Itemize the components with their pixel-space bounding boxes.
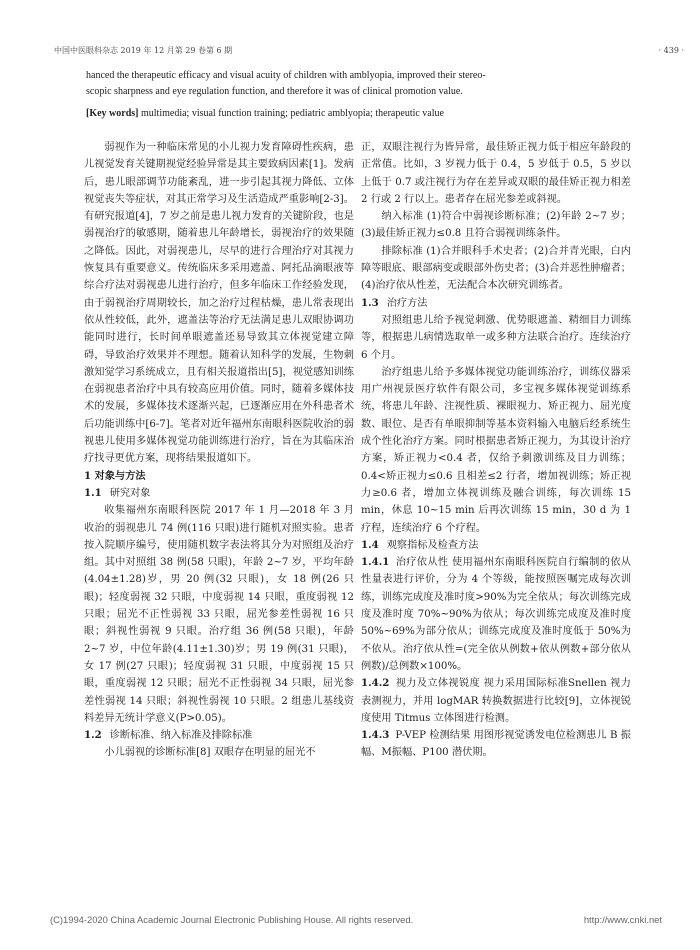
keywords <box>86 106 626 122</box>
intro-paragraph: 弱视作为一种临床常见的小儿视力发育障碍性疾病，患儿视觉发育关键期视觉经验异常是其主要致病因素[1]。发病后，患儿眼部调节功能紊乱，进一步引起其视力降低、立体视觉丧失等症状，对其正常学习及生活造成严重影响[2-3]。有研究报道[4]，7 岁之前是患儿视力发育的关键阶段，也是弱视治疗的敏感期，随着患儿年龄增长，弱视治疗的效果随之降低。因此，对弱视患儿，尽早的进行合理治疗对其视力恢复具有重要意义。传统临床多采用遮盖、阿托品滴眼液等综合疗法对弱视患儿进行治疗，但多年临床工作经验发现，由于弱视治疗周期较长，加之治疗过程枯燥，患儿常表现出依从性较低，此外，遮盖法等治疗无法满足患儿双眼协调功能同时进行，长时间单眼遮盖还易导致其立体视觉建立障碍，导致治疗效果并不理想。随着认知科学的发展，生物刺激知觉学习系统成立，且有相关报道指出[5]，视觉感知训练在弱视患者治疗中具有较高应用价值。同时，随着多媒体技术的发展，多媒体技术逐渐兴起，已逐渐应用在外科患者术后功能训练中[6-7]。笔者对近年福州东南眼科医院收治的弱视患儿使用多媒体视觉功能训练进行治疗，旨在为其临床治疗找寻更优方案，现将结果报道如下。 <box>84 142 354 465</box>
subsection-1-3-title: 治疗方法 <box>386 297 428 309</box>
subsection-1-4-2-number: 1.4.2 <box>361 677 390 690</box>
subsection-1-1-title: 研究对象 <box>109 487 151 499</box>
subsection-1-4-3-text: P-VEP 检测结果 用图形视觉诱发电位检测患儿 B 振幅、M振幅、P100 潜伏期。 <box>361 730 631 759</box>
subsection-1-1-heading <box>84 485 354 502</box>
cnki-link[interactable]: http://www.cnki.net <box>583 914 662 925</box>
keywords-label: [Key words] <box>86 108 139 119</box>
english-abstract-tail <box>86 68 626 122</box>
inclusion-criteria: 纳入标准 (1)符合中弱视诊断标准；(2)年龄 2~7 岁；(3)最佳矫正视力≤0.8 且符合弱视训练条件。 <box>361 211 631 240</box>
subsection-1-4-heading <box>361 537 631 554</box>
subsection-1-3-heading <box>361 295 631 312</box>
subsection-1-4-3-number: 1.4.3 <box>361 729 390 742</box>
subsection-1-4-2 <box>361 675 631 727</box>
subsection-1-4-2-text: 视力及立体视锐度 视力采用国际标准Snellen 视力表测视力，并用 logMAR 转换数据进行比较[9]，立体视锐度使用 Titmus 立体图进行检测。 <box>361 678 631 724</box>
subsection-1-2-text: 小儿弱视的诊断标准[8] 双眼存在明显的屈光不 <box>104 747 316 759</box>
subsection-1-2-heading <box>84 727 354 744</box>
diagnosis-continuation: 正，双眼注视行为皆异常，最佳矫正视力低于相应年龄段的正常值。比如，3 岁视力低于 0.4，5 岁低于 0.5，5 岁以上低于 0.7 或注视行为存在差异或双眼的最佳矫正视力相差 2 行或 2 行以上。患者存在屈光参差或斜视。 <box>361 142 631 205</box>
subsection-1-2-title: 诊断标准、纳入标准及排除标准 <box>109 730 253 742</box>
subsection-1-4-1 <box>361 554 631 675</box>
subsection-1-1-text: 收集福州东南眼科医院 2017 年 1 月—2018 年 3 月收治的弱视患儿 74 例(116 只眼)进行随机对照实验。患者按入院顺序编号，使用随机数字表法将其分为对照组及治疗组。其中对照组 38 例(58 只眼)，年龄 2~7 岁，平均年龄 (4.04±1.28)岁，男 20 例(32 只眼)，女 18 例(26 只眼)；轻度弱视 32 只眼，中度弱视 14 只眼，重度弱视 12 只眼；屈光不正性弱视 33 只眼，屈光参差性弱视 16 只眼；斜视性弱视 9 只眼。治疗组 36 例(58 只眼)，年龄 2~7 岁，中位年龄(4.11±1.30)岁；男 19 例(31 只眼)，女 17 例(27 只眼)；轻度弱视 31 只眼，中度弱视 15 只眼，重度弱视 12 只眼；屈光不正性弱视 34 只眼，屈光参差性弱视 14 只眼；斜视性弱视 10 只眼。2 组患儿基线资料差异无统计学意义(P>0.05)。 <box>84 505 354 724</box>
abstract-line-2: scopic sharpness and eye regulation function, and therefore it was of clinical promotion value. <box>86 86 463 97</box>
keywords-text: multimedia; visual function training; pediatric amblyopia; therapeutic value <box>138 108 444 119</box>
exclusion-criteria: 排除标准 (1)合并眼科手术史者；(2)合并青光眼，白内障等眼底、眼部病变或眼部外伤史者；(3)合并恶性肿瘤者；(4)治疗依从性差，无法配合本次研究训练者。 <box>361 245 631 292</box>
subsection-1-3-number: 1.3 <box>361 296 379 309</box>
subsection-1-4-1-number: 1.4.1 <box>361 556 390 569</box>
subsection-1-1-number: 1.1 <box>84 486 102 499</box>
right-column <box>361 139 631 762</box>
subsection-1-4-3 <box>361 727 631 762</box>
abstract-line-1: hanced the therapeutic efficacy and visual acuity of children with amblyopia, improved their stereo- <box>86 70 486 81</box>
page-number: · 439 · <box>658 46 684 55</box>
subsection-1-2-number: 1.2 <box>84 729 102 742</box>
copyright-notice: (C)1994-2020 China Academic Journal Electronic Publishing House. All rights reserved. <box>50 914 414 925</box>
treatment-group-method: 治疗组患儿给予多媒体视觉功能训练治疗，训练仪器采用广州视景医疗软件有限公司，多宝视多媒体视觉训练系统，将患儿年龄、注视性质、裸眼视力、矫正视力、屈光度数、眼位、是否有单眼抑制等基本资料输入电脑后经系统生成个性化治疗方案。同时根据患者矫正视力，为其设计治疗方案，矫正视力<0.4 者，仅给予刺激训练及目力训练；0.4<矫正视力≤0.6 且相差≤2 行者，增加视训练；矫正视力≥0.6 者，增加立体视训练及融合训练，每次训练 15 min，休息 10~15 min 后再次训练 15 min，30 d 为 1 疗程，连续治疗 6 个疗程。 <box>361 366 631 534</box>
journal-title: 中国中医眼科杂志 2019 年 12 月第 29 卷第 6 期 <box>54 46 233 55</box>
subsection-1-4-title: 观察指标及检查方法 <box>386 539 479 551</box>
section-1-title: 1 对象与方法 <box>84 469 146 482</box>
subsection-1-4-1-text: 治疗依从性 使用福州东南眼科医院自行编制的依从性量表进行评价，分为 4 个等级，能按照医嘱完成每次训练，训练完成度及准时度>90%为完全依从；每次训练完成度及准时度 70%~90%为依从；每次训练完成度及准时度 50%~69%为部分依从；训练完成度及准时度低于 50%为不依从。治疗依从性=(完全依从例数+依从例数+部分依从例数)/总例数×100%。 <box>361 557 631 672</box>
control-group-treatment: 对照组患儿给予视觉刺激、优势眼遮盖、精细目力训练等，根据患儿病情选取单一或多种方法联合治疗。连续治疗 6 个月。 <box>361 314 631 361</box>
left-column <box>84 139 354 762</box>
subsection-1-4-number: 1.4 <box>361 538 379 551</box>
